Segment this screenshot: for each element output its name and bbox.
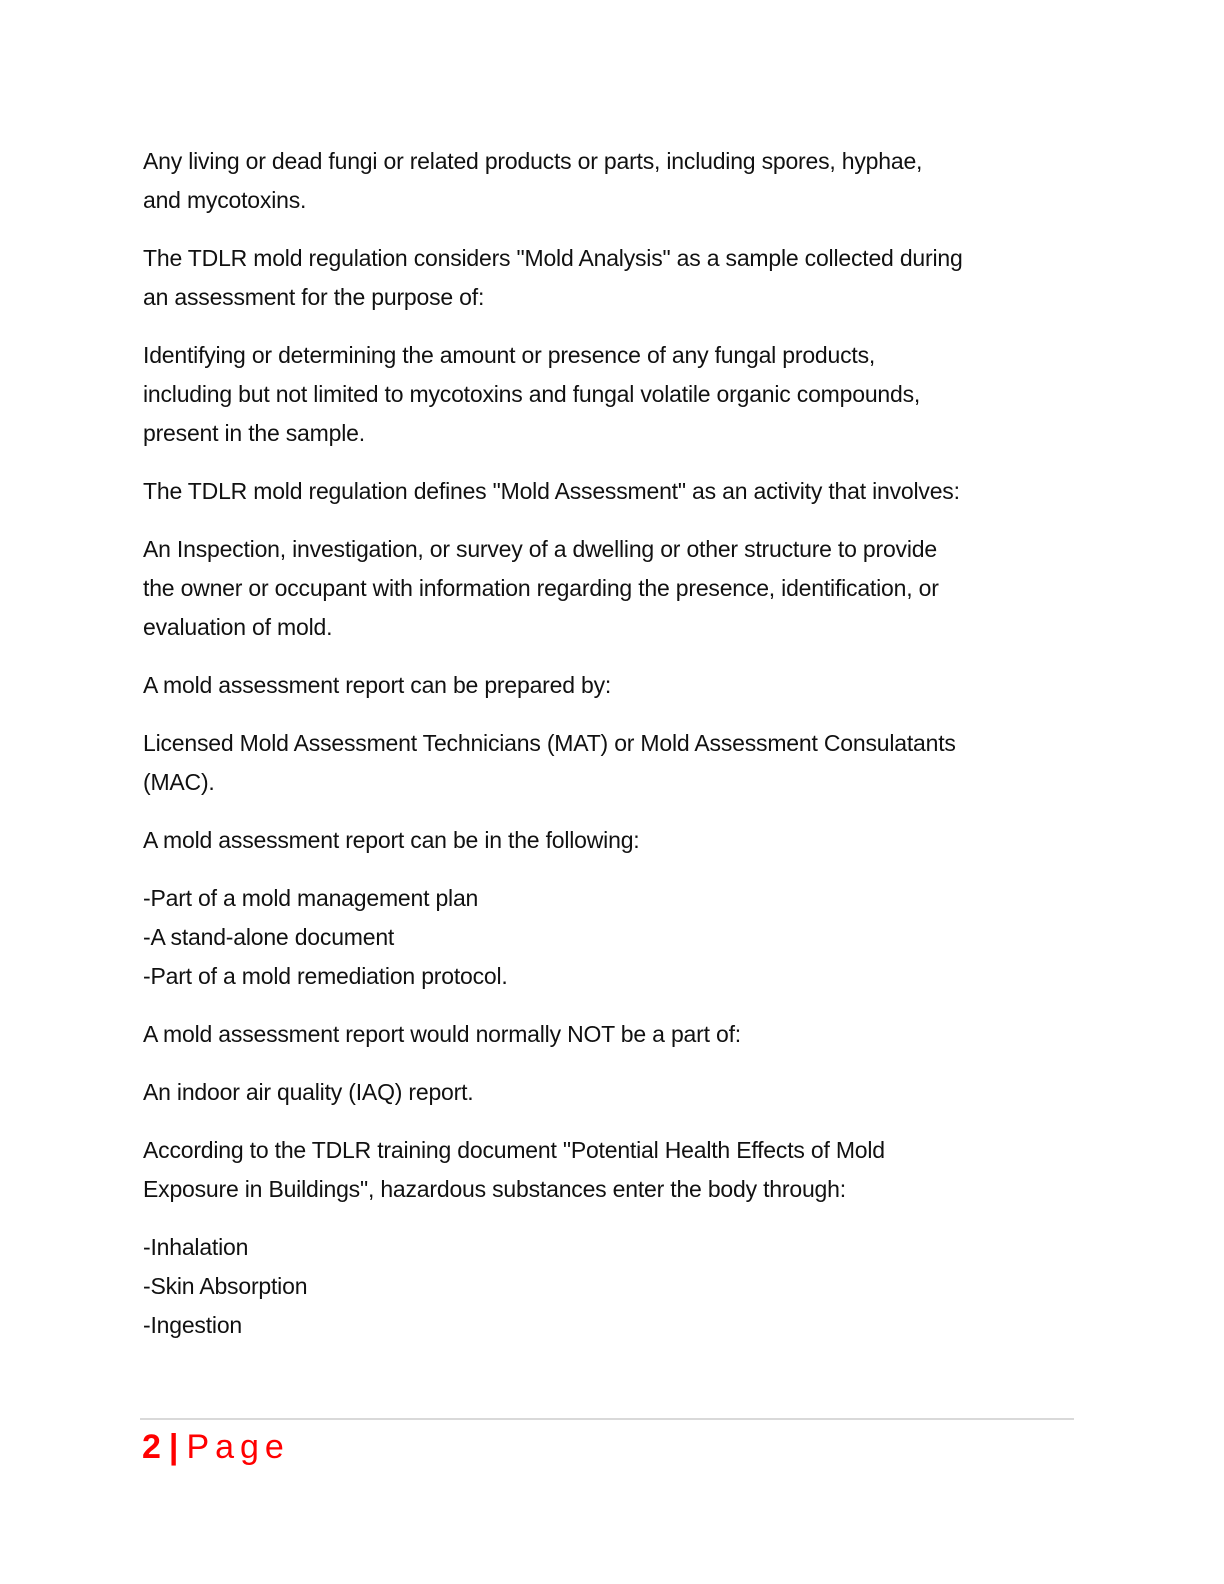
paragraph-mold-analysis xyxy=(143,239,1078,317)
list-item: -A stand-alone document xyxy=(143,924,395,950)
text-line: an assessment for the purpose of: xyxy=(143,284,485,310)
list-item: -Ingestion xyxy=(143,1312,243,1338)
text-line: present in the sample. xyxy=(143,420,365,446)
text-line: An indoor air quality (IAQ) report. xyxy=(143,1079,474,1105)
paragraph-identifying xyxy=(143,336,1078,453)
paragraph-report-forms xyxy=(143,821,1078,860)
text-line: including but not limited to mycotoxins and fungal volatile organic compounds, xyxy=(143,381,921,407)
text-line: Identifying or determining the amount or presence of any fungal products, xyxy=(143,342,876,368)
text-line: The TDLR mold regulation considers "Mold Analysis" as a sample collected during xyxy=(143,245,963,271)
text-line: Exposure in Buildings", hazardous substances enter the body through: xyxy=(143,1176,846,1202)
text-line: A mold assessment report can be prepared by: xyxy=(143,672,612,698)
list-report-forms xyxy=(143,879,1078,996)
paragraph-inspection xyxy=(143,530,1078,647)
list-item: -Skin Absorption xyxy=(143,1273,308,1299)
list-item: -Part of a mold remediation protocol. xyxy=(143,963,508,989)
text-line: evaluation of mold. xyxy=(143,614,333,640)
text-line: A mold assessment report would normally NOT be a part of: xyxy=(143,1021,741,1047)
text-line: and mycotoxins. xyxy=(143,187,307,213)
paragraph-not-part-of xyxy=(143,1015,1078,1054)
paragraph-mold-assessment-definition xyxy=(143,472,1078,511)
paragraph-licensed xyxy=(143,724,1078,802)
text-line: the owner or occupant with information regarding the presence, identification, or xyxy=(143,575,939,601)
paragraph-prepared-by xyxy=(143,666,1078,705)
paragraph-fungi-definition xyxy=(143,142,1078,220)
text-line: Any living or dead fungi or related products or parts, including spores, hyphae, xyxy=(143,148,923,174)
document-body xyxy=(143,142,1078,1364)
list-item: -Part of a mold management plan xyxy=(143,885,479,911)
page-number: 2 xyxy=(142,1428,161,1466)
text-line: The TDLR mold regulation defines "Mold Assessment" as an activity that involves: xyxy=(143,478,960,504)
text-line: According to the TDLR training document "Potential Health Effects of Mold xyxy=(143,1137,885,1163)
list-item: -Inhalation xyxy=(143,1234,249,1260)
text-line: Licensed Mold Assessment Technicians (MAT) or Mold Assessment Consulatants xyxy=(143,730,956,756)
page-label: Page xyxy=(186,1428,290,1466)
paragraph-health-effects xyxy=(143,1131,1078,1209)
footer-divider xyxy=(140,1418,1074,1420)
text-line: A mold assessment report can be in the following: xyxy=(143,827,640,853)
text-line: (MAC). xyxy=(143,769,215,795)
list-exposure-routes xyxy=(143,1228,1078,1345)
footer-separator: | xyxy=(168,1428,179,1466)
page-footer xyxy=(142,1425,290,1469)
text-line: An Inspection, investigation, or survey of a dwelling or other structure to provide xyxy=(143,536,937,562)
paragraph-iaq xyxy=(143,1073,1078,1112)
